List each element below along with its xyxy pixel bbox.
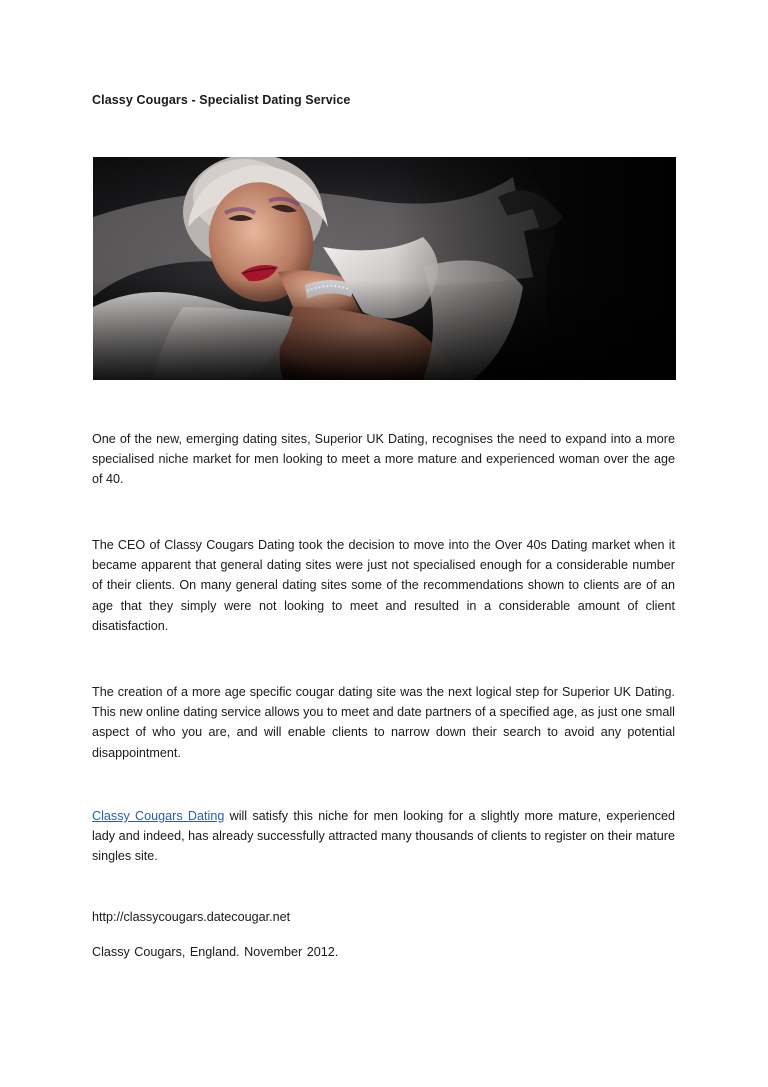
paragraph-closing-text: will satisfy this niche for men looking for a slightly more mature, experienced lady and indeed, has already successfully attracted many thousands of clients to register on their mature singles site.: [92, 809, 676, 864]
website-url: http://classycougars.datecougar.net: [92, 910, 291, 924]
hero-photo: [93, 157, 676, 380]
signature-line: Classy Cougars, England. November 2012.: [92, 945, 339, 959]
paragraph-closing: [92, 806, 675, 867]
paragraph-age-specific: The creation of a more age specific cougar dating site was the next logical step for Superior UK Dating. This new online dating service allows you to meet and date partners of a specified age, as just one small aspect of who you are, and will enable clients to narrow down their search to avoid any potential disappointment.: [92, 685, 675, 760]
hero-photo-illustration: [93, 157, 676, 380]
paragraph-intro: One of the new, emerging dating sites, Superior UK Dating, recognises the need to expand into a more specialised niche market for men looking to meet a more mature and experienced woman over the age of 40.: [92, 432, 675, 487]
document-title: Classy Cougars - Specialist Dating Service: [92, 93, 351, 107]
classy-cougars-dating-link[interactable]: Classy Cougars Dating: [92, 809, 225, 823]
paragraph-ceo-decision: The CEO of Classy Cougars Dating took the decision to move into the Over 40s Dating market when it became apparent that general dating sites were just not specialised enough for a considerable number of their clients. On many general dating sites some of the recommendations shown to clients are of an age that they simply were not looking to meet and resulted in a considerable amount of client disatisfaction.: [92, 538, 675, 633]
